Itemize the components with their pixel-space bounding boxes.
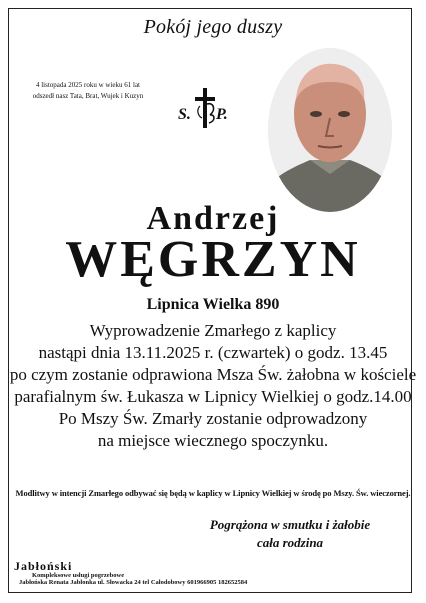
last-name: WĘGRZYN — [65, 231, 361, 288]
sp-emblem — [168, 84, 238, 132]
funeral-details — [0, 320, 426, 452]
mourning-line-1: Pogrążona w smutku i żałobie — [209, 517, 371, 532]
funeral-line: parafialnym św. Łukasza w Lipnicy Wielkiej o godz.14.00 — [14, 387, 412, 406]
funeral-line: po czym zostanie odprawiona Msza Św. żałobna w kościele — [9, 365, 417, 384]
cross-icon — [192, 88, 218, 128]
funeral-home-logo: Jabłoński — [14, 559, 73, 573]
funeral-home-tagline: Kompleksowe usługi pogrzebowe — [32, 572, 125, 579]
sp-left: S. — [178, 106, 191, 123]
funeral-line: Po Mszy Św. Zmarły zostanie odprowadzony — [58, 409, 368, 428]
funeral-home-footer — [14, 559, 404, 586]
first-name: Andrzej — [146, 200, 280, 237]
sp-right: P. — [216, 106, 228, 123]
funeral-line: Wyprowadzenie Zmarłego z kaplicy — [89, 321, 337, 340]
funeral-home-contact: Jabłońska Renata Jabłonka ul. Słowacka 24 tel Całodobowy 601966905 182652584 — [19, 579, 248, 586]
prayers-notice: Modlitwy w intencji Zmarłego odbywać się będą w kaplicy w Lipnicy Wielkiej w środę po Mszy. Św. wieczornej. — [15, 488, 411, 498]
death-info-line: odszedł nasz Tata, Brat, Wujek i Kuzyn — [32, 92, 144, 100]
obituary-header: Pokój jego duszy — [143, 16, 283, 38]
funeral-line: na miejsce wiecznego spoczynku. — [97, 431, 329, 450]
mourning-signoff — [180, 516, 400, 552]
mourning-line-2: cała rodzina — [256, 535, 324, 550]
portrait-image — [268, 48, 392, 212]
location: Lipnica Wielka 890 — [146, 296, 280, 313]
death-info-line: 4 listopada 2025 roku w wieku 61 lat — [35, 81, 140, 89]
funeral-line: nastąpi dnia 13.11.2025 r. (czwartek) o godz. 13.45 — [38, 343, 388, 362]
portrait-photo — [268, 48, 392, 212]
death-info — [28, 80, 148, 102]
